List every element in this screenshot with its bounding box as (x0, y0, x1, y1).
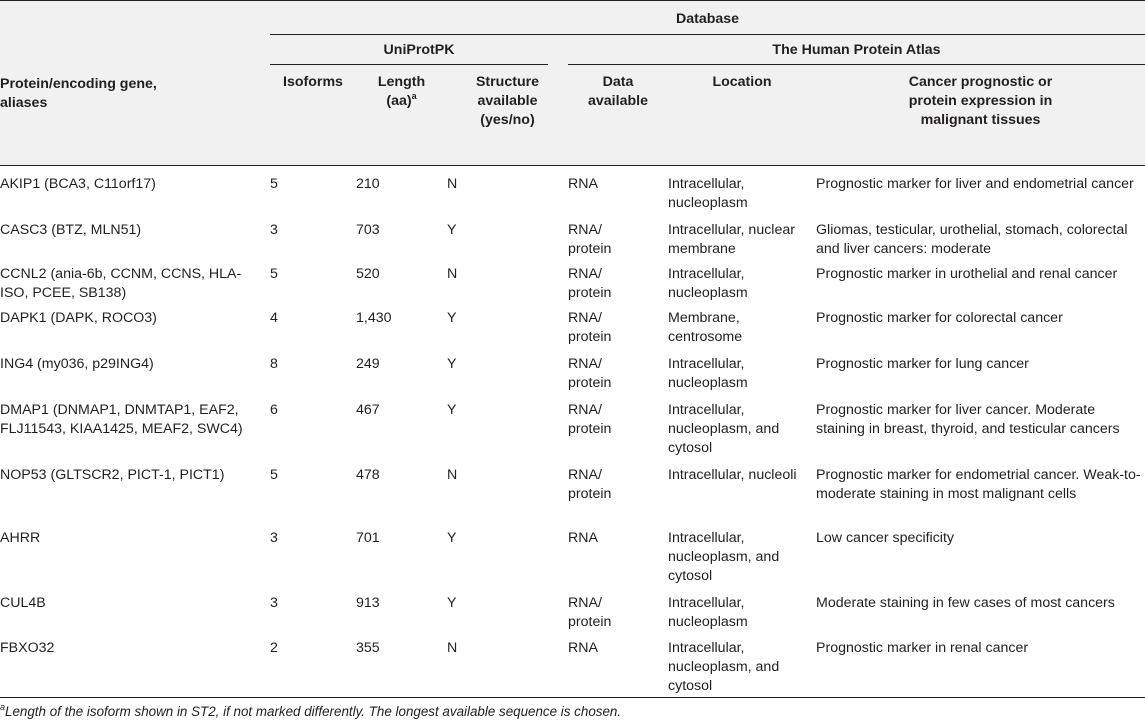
cell-isoforms (270, 586, 356, 633)
cell-length-text: 520 (356, 266, 380, 282)
cell-isoforms (270, 259, 356, 303)
cell-location (668, 347, 816, 393)
cell-location-text: Intracellular, nucleoli (668, 467, 797, 483)
database-header: Database (675, 11, 740, 27)
cell-length (356, 521, 447, 586)
cell-protein (0, 213, 270, 259)
cell-cancer-text: Prognostic marker for colorectal cancer (816, 310, 1063, 326)
col-header-structure: Structure available (yes/no) (475, 74, 540, 128)
cell-location (668, 586, 816, 633)
col-header-isoforms: Isoforms (283, 74, 343, 90)
cell-structure-text: N (447, 176, 458, 192)
cell-isoforms (270, 521, 356, 586)
cell-cancer-text: Prognostic marker for lung cancer (816, 356, 1029, 372)
cell-data-available (568, 303, 668, 347)
cell-data-available-text: RNA/ protein (568, 595, 612, 630)
cell-structure (447, 259, 568, 303)
cell-protein-text: AHRR (0, 530, 41, 546)
cell-isoforms-text: 6 (270, 402, 278, 418)
cell-isoforms-text: 8 (270, 356, 278, 372)
cell-protein-text: CUL4B (0, 595, 46, 611)
col-header-protein: Protein/encoding gene, aliases (0, 76, 157, 111)
cell-data-available (568, 521, 668, 586)
col-header-location: Location (712, 74, 772, 90)
cell-length (356, 633, 447, 696)
cell-length (356, 458, 447, 521)
cell-isoforms-text: 4 (270, 310, 278, 326)
cell-length-text: 703 (356, 222, 380, 238)
cell-length-text: 355 (356, 640, 380, 656)
cell-length (356, 586, 447, 633)
cell-structure-text: Y (447, 222, 457, 238)
cell-protein-text: AKIP1 (BCA3, C11orf17) (0, 176, 156, 192)
cell-cancer (816, 586, 1145, 633)
cell-data-available-text: RNA/ protein (568, 467, 612, 502)
cell-protein (0, 393, 270, 458)
cell-location (668, 521, 816, 586)
cell-cancer (816, 213, 1145, 259)
cell-cancer-text: Prognostic marker for liver cancer. Moderate staining in breast, thyroid, and testicular cancers (816, 402, 1120, 437)
table-row (0, 458, 1145, 521)
header-empty-cell (0, 35, 270, 65)
cell-cancer (816, 259, 1145, 303)
cell-data-available (568, 347, 668, 393)
cell-cancer (816, 521, 1145, 586)
cell-length-text: 210 (356, 176, 380, 192)
cell-data-available-text: RNA (568, 176, 598, 192)
cell-structure-text: N (447, 467, 458, 483)
cell-data-available-text: RNA/ protein (568, 356, 612, 391)
cell-location (668, 259, 816, 303)
table-row (0, 213, 1145, 259)
table-row (0, 259, 1145, 303)
cell-protein (0, 521, 270, 586)
cell-location-text: Intracellular, nucleoplasm, and cytosol (668, 530, 780, 584)
cell-protein (0, 347, 270, 393)
uniprot-header: UniProtPK (383, 42, 455, 58)
cell-data-available-text: RNA/ protein (568, 266, 612, 301)
cell-cancer-text: Prognostic marker in renal cancer (816, 640, 1029, 656)
cell-structure-text: N (447, 640, 458, 656)
table-row (0, 165, 1145, 213)
cell-isoforms-text: 2 (270, 640, 278, 656)
cell-structure (447, 303, 568, 347)
cell-cancer (816, 458, 1145, 521)
cell-protein-text: CASC3 (BTZ, MLN51) (0, 222, 142, 238)
cell-isoforms-text: 3 (270, 595, 278, 611)
cell-structure-text: Y (447, 356, 457, 372)
cell-length-text: 913 (356, 595, 380, 611)
cell-cancer-text: Low cancer specificity (816, 530, 954, 546)
cell-isoforms (270, 347, 356, 393)
cell-structure-text: Y (447, 310, 457, 326)
table-row (0, 303, 1145, 347)
cell-protein (0, 165, 270, 213)
cell-structure (447, 213, 568, 259)
table-row (0, 347, 1145, 393)
cell-length (356, 259, 447, 303)
footnote-text: Length of the isoform shown in ST2, if not marked differently. The longest available sequence is chosen. (5, 704, 622, 719)
cell-data-available (568, 586, 668, 633)
cell-protein (0, 633, 270, 696)
table-row (0, 586, 1145, 633)
hpa-header: The Human Protein Atlas (772, 42, 941, 58)
col-header-cancer: Cancer prognostic or protein expression in malignant tissues (908, 74, 1053, 128)
cell-data-available-text: RNA (568, 640, 598, 656)
cell-isoforms-text: 3 (270, 530, 278, 546)
cell-data-available-text: RNA/ protein (568, 222, 612, 257)
cell-length-text: 478 (356, 467, 380, 483)
cell-isoforms (270, 165, 356, 213)
cell-cancer (816, 393, 1145, 458)
cell-structure-text: Y (447, 530, 457, 546)
cell-location-text: Intracellular, nucleoplasm (668, 595, 748, 630)
cell-location-text: Intracellular, nucleoplasm (668, 356, 748, 391)
cell-cancer (816, 303, 1145, 347)
cell-cancer-text: Moderate staining in few cases of most cancers (816, 595, 1115, 611)
cell-protein (0, 303, 270, 347)
col-header-data-available: Data available (588, 74, 648, 109)
cell-location-text: Intracellular, nucleoplasm, and cytosol (668, 640, 780, 694)
cell-structure (447, 458, 568, 521)
cell-protein-text: FBXO32 (0, 640, 55, 656)
col-header-length (356, 65, 447, 165)
header-empty-cell (0, 0, 270, 35)
cell-cancer (816, 633, 1145, 696)
cell-structure (447, 633, 568, 696)
cell-isoforms (270, 303, 356, 347)
cell-location (668, 165, 816, 213)
cell-location-text: Intracellular, nucleoplasm (668, 176, 748, 211)
table-row (0, 393, 1145, 458)
cell-location-text: Intracellular, nuclear membrane (668, 222, 795, 257)
cell-cancer-text: Gliomas, testicular, urothelial, stomach, colorectal and liver cancers: moderate (816, 222, 1128, 257)
table-row (0, 633, 1145, 696)
cell-isoforms-text: 3 (270, 222, 278, 238)
cell-data-available (568, 458, 668, 521)
cell-structure-text: N (447, 266, 458, 282)
cell-protein (0, 259, 270, 303)
cell-data-available (568, 633, 668, 696)
cell-location (668, 303, 816, 347)
cell-length-text: 1,430 (356, 310, 392, 326)
cell-length (356, 213, 447, 259)
cell-location (668, 393, 816, 458)
cell-data-available (568, 165, 668, 213)
cell-isoforms-text: 5 (270, 467, 278, 483)
cell-isoforms-text: 5 (270, 266, 278, 282)
cell-structure (447, 165, 568, 213)
cell-location (668, 633, 816, 696)
cell-cancer-text: Prognostic marker in urothelial and renal cancer (816, 266, 1118, 282)
table-row (0, 521, 1145, 586)
cell-cancer (816, 165, 1145, 213)
cell-data-available (568, 259, 668, 303)
cell-location-text: Intracellular, nucleoplasm (668, 266, 748, 301)
footnote (0, 703, 1145, 720)
cell-protein-text: NOP53 (GLTSCR2, PICT-1, PICT1) (0, 467, 225, 483)
cell-structure-text: Y (447, 595, 457, 611)
length-label: Length (aa) (377, 74, 426, 109)
cell-protein-text: DAPK1 (DAPK, ROCO3) (0, 310, 157, 326)
cell-data-available-text: RNA (568, 530, 598, 546)
table-header (0, 0, 1145, 165)
cell-location-text: Membrane, centrosome (668, 310, 743, 345)
table-body (0, 165, 1145, 696)
cell-length (356, 393, 447, 458)
cell-structure (447, 586, 568, 633)
cell-isoforms (270, 633, 356, 696)
cell-protein-text: CCNL2 (ania-6b, CCNM, CCNS, HLA-ISO, PCEE, SB138) (0, 266, 242, 301)
cell-isoforms (270, 393, 356, 458)
cell-location (668, 213, 816, 259)
cell-protein (0, 458, 270, 521)
cell-structure (447, 521, 568, 586)
cell-data-available (568, 213, 668, 259)
cell-data-available-text: RNA/ protein (568, 310, 612, 345)
cell-cancer (816, 347, 1145, 393)
cell-length (356, 165, 447, 213)
cell-length-text: 467 (356, 402, 380, 418)
cell-cancer-text: Prognostic marker for liver and endometrial cancer (816, 176, 1134, 192)
cell-structure (447, 393, 568, 458)
cell-data-available (568, 393, 668, 458)
cell-isoforms (270, 213, 356, 259)
cell-isoforms-text: 5 (270, 176, 278, 192)
cell-protein (0, 586, 270, 633)
table-bottom-rule (0, 697, 1145, 698)
cell-cancer-text: Prognostic marker for endometrial cancer. Weak-to-moderate staining in most malignant cells (816, 467, 1141, 502)
cell-length-text: 249 (356, 356, 380, 372)
cell-isoforms (270, 458, 356, 521)
cell-structure (447, 347, 568, 393)
cell-length-text: 701 (356, 530, 380, 546)
cell-structure-text: Y (447, 402, 457, 418)
cell-data-available-text: RNA/ protein (568, 402, 612, 437)
cell-protein-text: DMAP1 (DNMAP1, DNMTAP1, EAF2, FLJ11543, KIAA1425, MEAF2, SWC4) (0, 402, 243, 437)
cell-protein-text: ING4 (my036, p29ING4) (0, 356, 154, 372)
cell-length (356, 347, 447, 393)
footnote-mark: a (0, 702, 6, 712)
cell-location (668, 458, 816, 521)
length-footnote-mark: a (411, 91, 417, 101)
cell-length (356, 303, 447, 347)
cell-location-text: Intracellular, nucleoplasm, and cytosol (668, 402, 780, 456)
